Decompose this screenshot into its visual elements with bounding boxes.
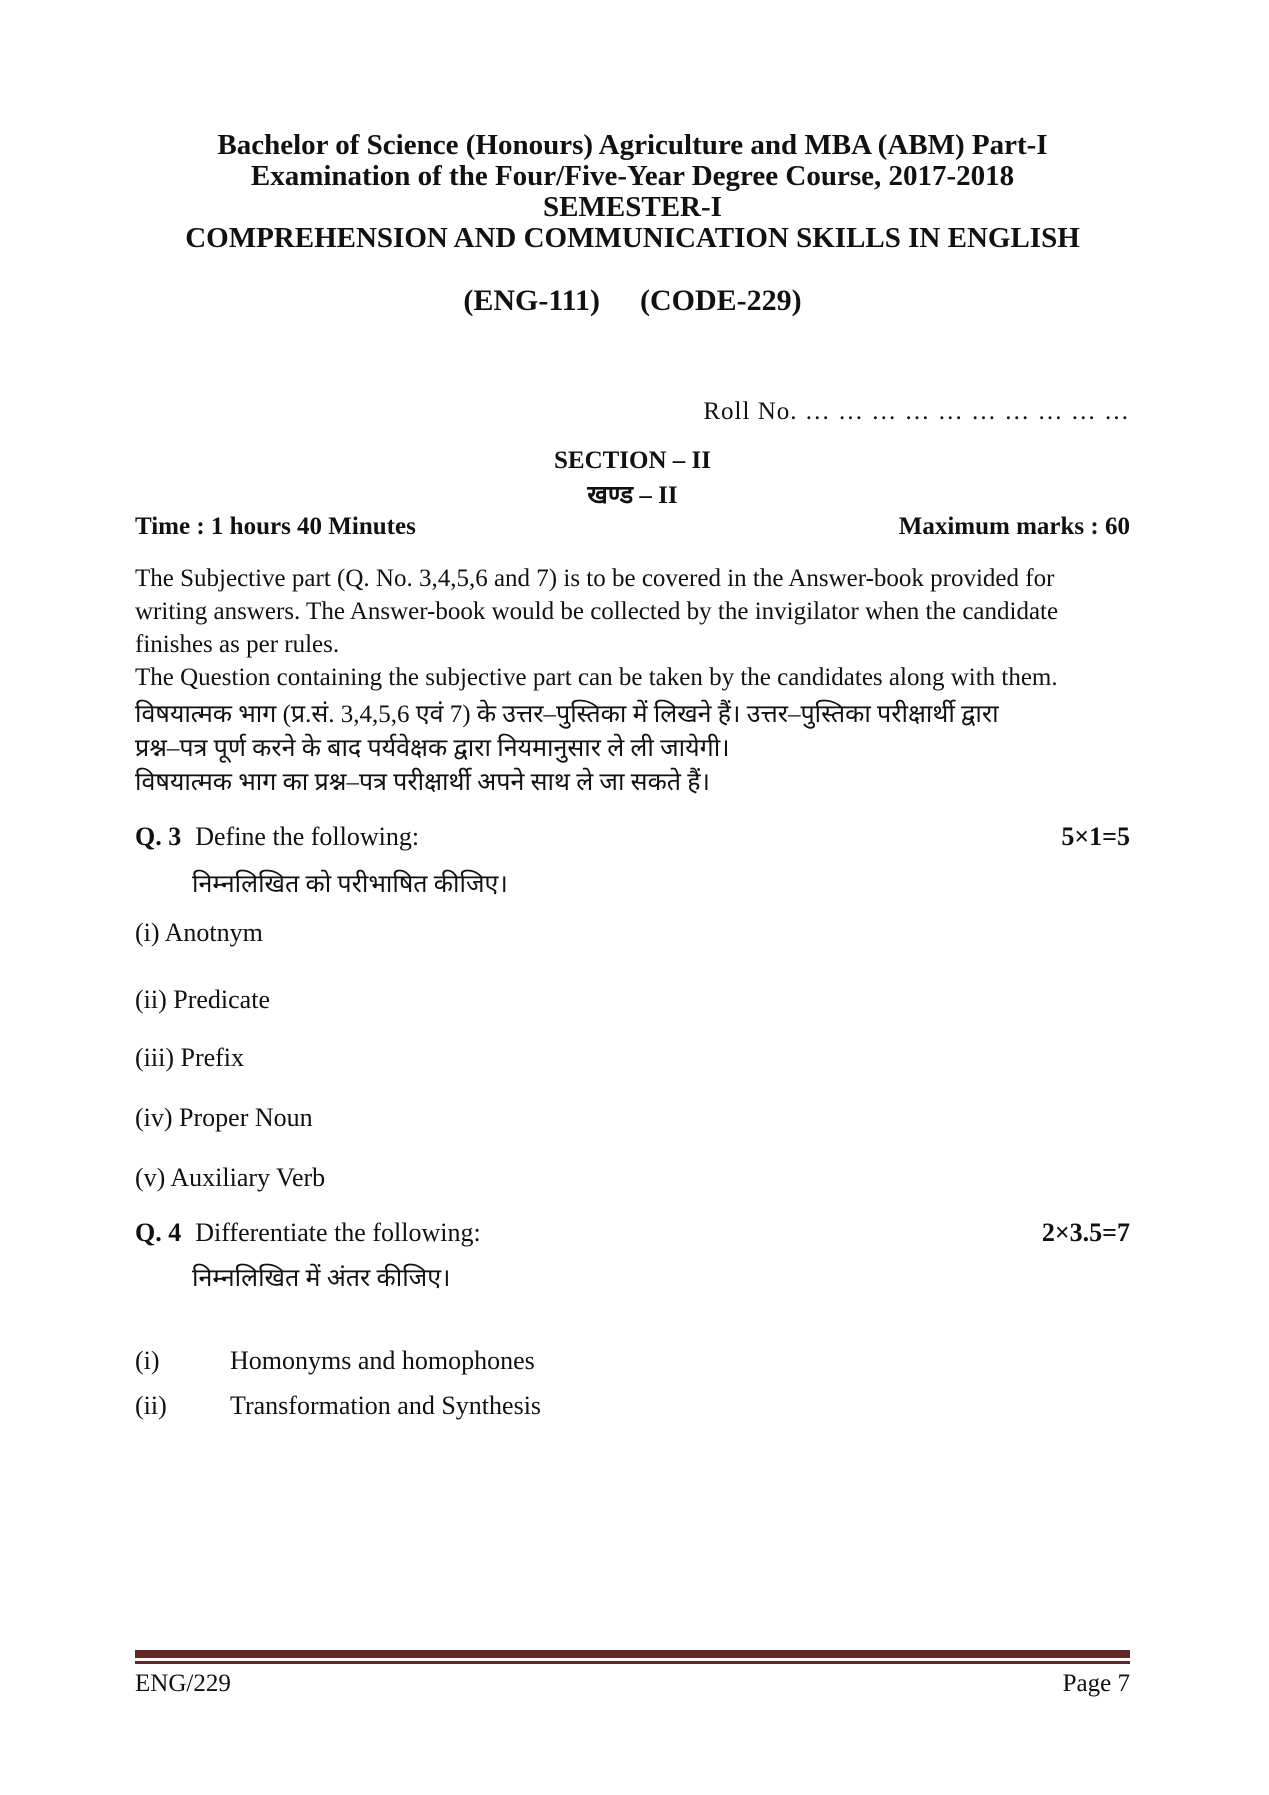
instruction-en-line: writing answers. The Answer-book would be collected by the invigilator when the candidate bbox=[135, 598, 1059, 625]
q4-item-1-text: Homonyms and homophones bbox=[230, 1346, 535, 1375]
instructions-english bbox=[135, 562, 1130, 694]
paper-title bbox=[135, 130, 1130, 254]
q3-item-proper-noun: (iv) Proper Noun bbox=[135, 1103, 313, 1132]
q4-item-1-number: (i) bbox=[135, 1346, 160, 1375]
q3-item-auxiliary-verb: (v) Auxiliary Verb bbox=[135, 1163, 326, 1192]
time-marks-row bbox=[135, 513, 1130, 541]
question-3-text: Define the following: bbox=[195, 822, 420, 851]
question-4-text: Differentiate the following: bbox=[195, 1218, 481, 1247]
question-3-marks: 5×1=5 bbox=[1061, 822, 1130, 851]
title-line-4: COMPREHENSION AND COMMUNICATION SKILLS IN ENGLISH bbox=[185, 222, 1080, 254]
course-code-229: (CODE-229) bbox=[640, 284, 802, 317]
footer-page-number: Page 7 bbox=[1062, 1670, 1130, 1697]
page-footer bbox=[135, 1670, 1130, 1698]
q4-item-2-number: (ii) bbox=[135, 1391, 167, 1420]
instructions-hindi bbox=[135, 698, 1130, 800]
instruction-hi-line: विषयात्मक भाग का प्रश्न–पत्र परीक्षार्थी अपने साथ ले जा सकते हैं। bbox=[135, 769, 711, 796]
footer-paper-code: ENG/229 bbox=[135, 1670, 231, 1697]
course-codes bbox=[135, 284, 1130, 318]
title-line-2: Examination of the Four/Five-Year Degree Course, 2017-2018 bbox=[250, 160, 1015, 192]
title-line-3: SEMESTER-I bbox=[543, 191, 722, 223]
question-4-hindi: निम्नलिखित में अंतर कीजिए। bbox=[192, 1265, 451, 1292]
footer-divider bbox=[135, 1650, 1130, 1664]
question-4-row bbox=[135, 1218, 1130, 1248]
footer-divider-thin-bar bbox=[135, 1661, 1130, 1664]
section-heading-en: SECTION – II bbox=[554, 447, 711, 474]
instruction-hi-line: प्रश्न–पत्र पूर्ण करने के बाद पर्यवेक्षक द्वारा नियमानुसार ले ली जायेगी। bbox=[135, 735, 730, 762]
instruction-en-line: finishes as per rules. bbox=[135, 631, 340, 658]
course-code-eng: (ENG-111) bbox=[463, 284, 600, 317]
q4-item-2-text: Transformation and Synthesis bbox=[230, 1391, 542, 1420]
q4-item-homonyms bbox=[135, 1346, 1130, 1376]
question-4-label: Q. 4 bbox=[135, 1218, 182, 1247]
instruction-en-line: The Question containing the subjective part can be taken by the candidates along with them. bbox=[135, 664, 1058, 691]
q3-item-antonym: (i) Anotnym bbox=[135, 918, 263, 947]
question-3-label: Q. 3 bbox=[135, 822, 182, 851]
footer-divider-thick-bar bbox=[135, 1650, 1130, 1658]
q4-item-transformation bbox=[135, 1391, 1130, 1421]
maximum-marks: Maximum marks : 60 bbox=[898, 513, 1130, 540]
question-4-marks: 2×3.5=7 bbox=[1041, 1218, 1130, 1247]
q3-item-predicate: (ii) Predicate bbox=[135, 985, 270, 1014]
question-3-row bbox=[135, 822, 1130, 852]
question-3-hindi: निम्नलिखित को परीभाषित कीजिए। bbox=[192, 871, 508, 898]
q3-item-prefix: (iii) Prefix bbox=[135, 1043, 245, 1072]
instruction-hi-line: विषयात्मक भाग (प्र.सं. 3,4,5,6 एवं 7) के उत्तर–पुस्तिका में लिखने हैं। उत्तर–पुस्तिका परीक्षार्थी द्वारा bbox=[135, 701, 999, 728]
title-line-1: Bachelor of Science (Honours) Agriculture and MBA (ABM) Part-I bbox=[217, 129, 1048, 161]
time-allowed: Time : 1 hours 40 Minutes bbox=[135, 513, 416, 540]
roll-no-line: Roll No. … … … … … … … … … … bbox=[703, 398, 1130, 425]
section-heading-hi: खण्ड – II bbox=[587, 482, 678, 509]
instruction-en-line: The Subjective part (Q. No. 3,4,5,6 and 7) is to be covered in the Answer-book provided for bbox=[135, 565, 1055, 592]
